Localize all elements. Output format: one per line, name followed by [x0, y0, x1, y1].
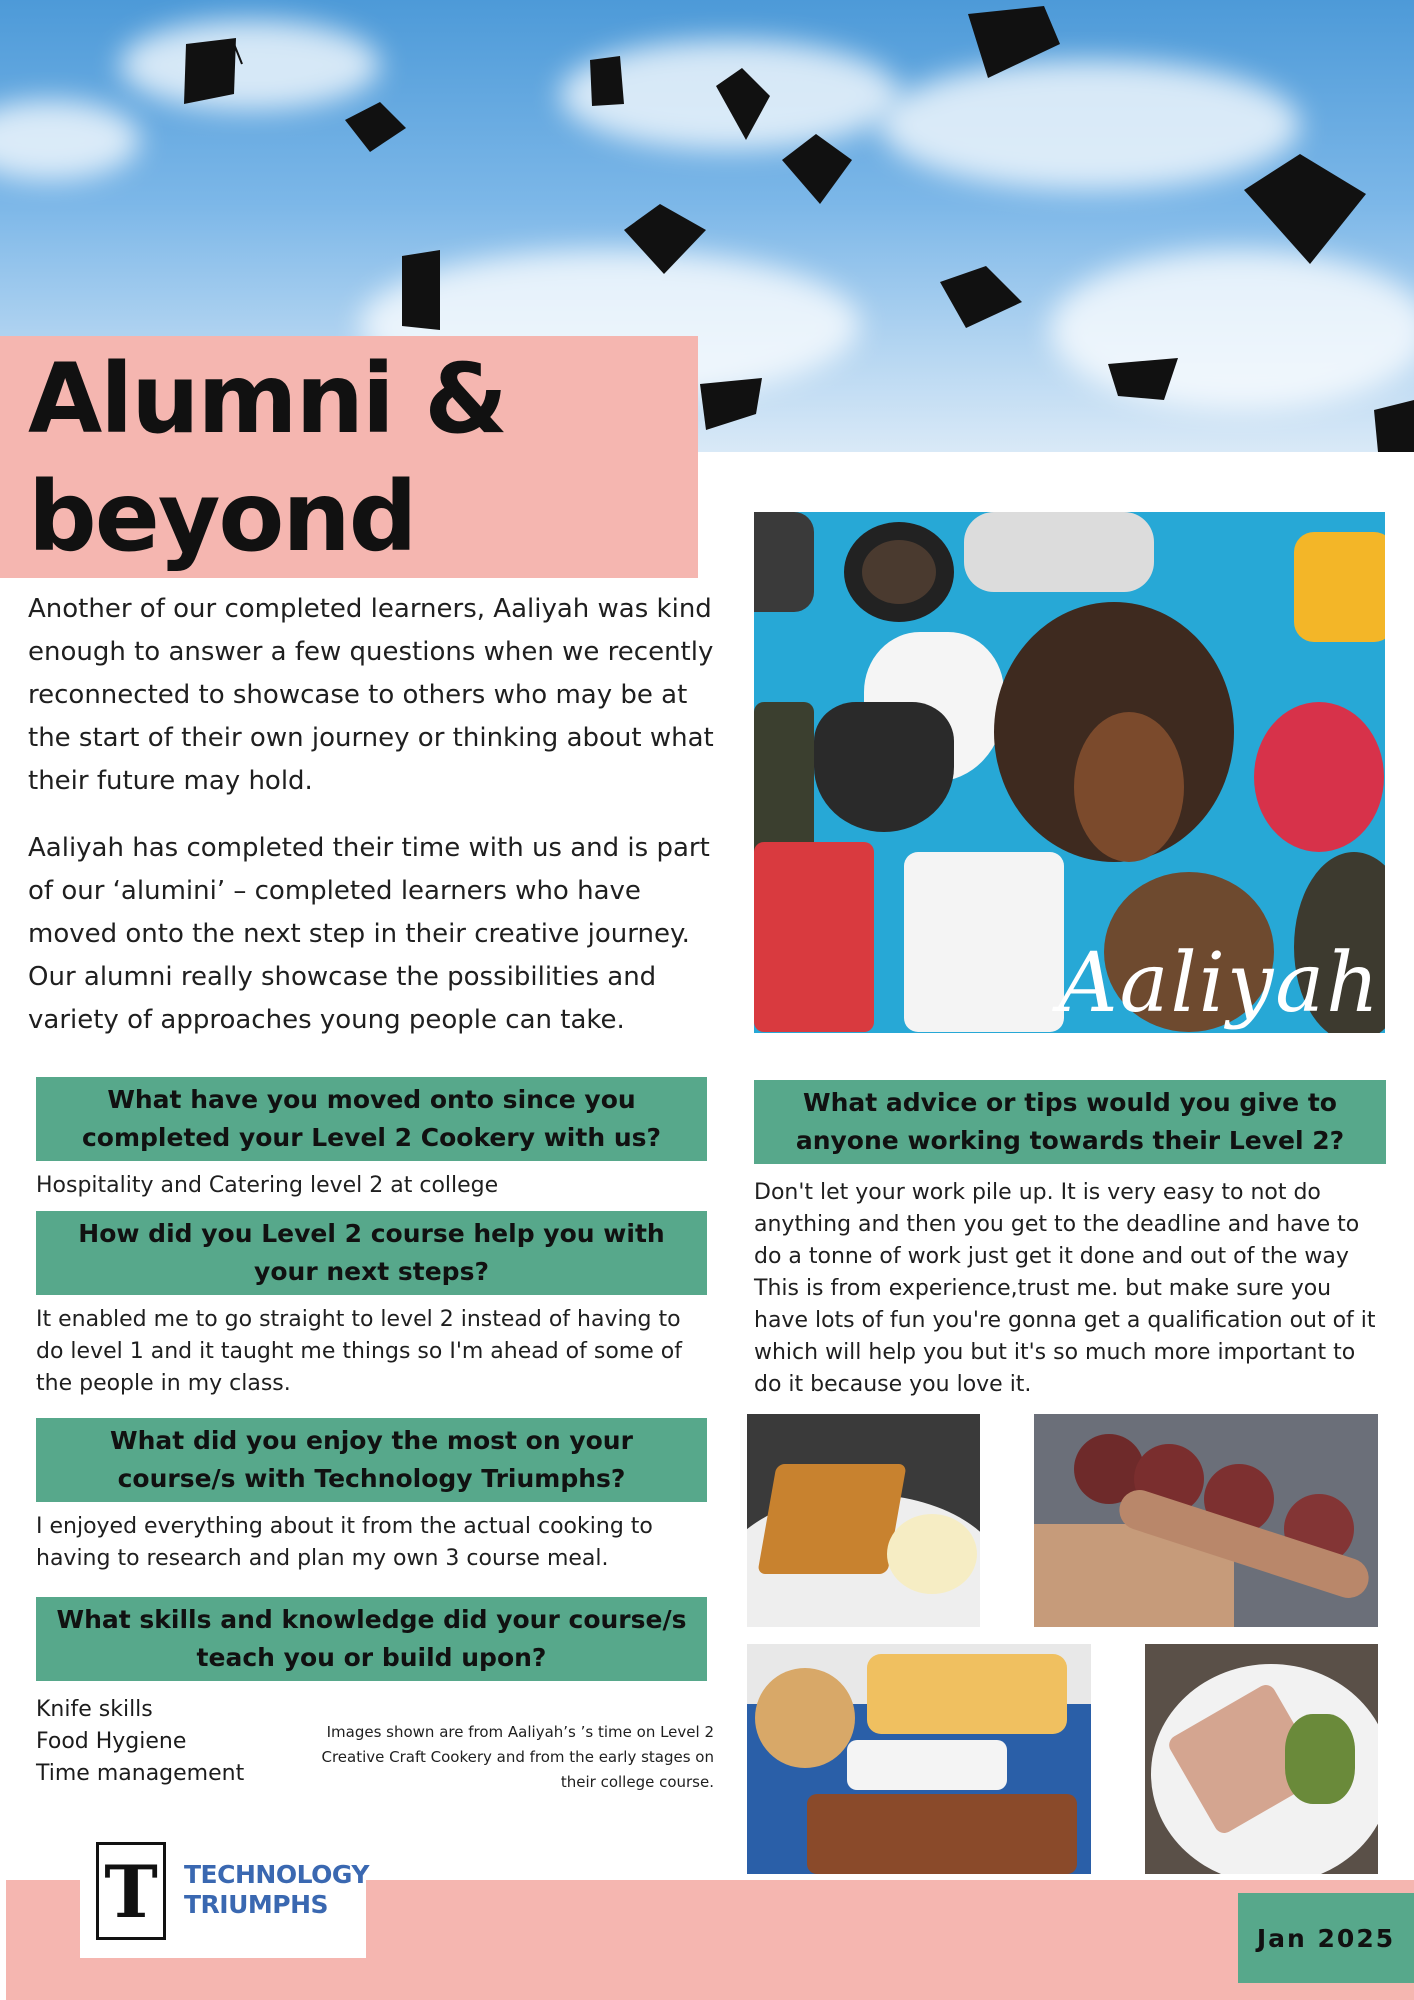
skills-list-item: Knife skills: [36, 1697, 153, 1722]
graduation-cap-icon: [936, 262, 1026, 332]
issue-date: Jan 2025: [1256, 1923, 1396, 1953]
graduation-cap-icon: [396, 246, 446, 336]
graduation-cap-icon: [620, 200, 710, 280]
skills-list-item: Food Hygiene: [36, 1729, 187, 1754]
graduation-cap-icon: [1104, 350, 1184, 410]
question-heading: [36, 1077, 707, 1161]
question-text: What have you moved onto since you completed your Level 2 Cookery with us?: [81, 1085, 662, 1152]
cookie-artwork-photo: [754, 512, 1385, 1033]
question-text: How did you Level 2 course help you with your next steps?: [78, 1219, 665, 1286]
issue-date-badge: [1238, 1893, 1414, 1983]
graduation-cap-icon: [1370, 400, 1414, 452]
skills-list: [36, 1694, 244, 1790]
intro-paragraph-1: Another of our completed learners, Aaliyah was kind enough to answer a few questions when we recently reconnected to showcase to others who may be at the start of their own journey or thinking about what their future may hold.: [28, 594, 714, 796]
skills-list-item: Time management: [36, 1761, 245, 1786]
question-text: What skills and knowledge did your course/s teach you or build upon?: [56, 1605, 687, 1672]
question-text: What did you enjoy the most on your course/s with Technology Triumphs?: [110, 1426, 633, 1493]
logo-wordmark: [184, 1860, 369, 1920]
answer-text: Hospitality and Catering level 2 at college: [36, 1173, 499, 1198]
logo-line-1: TECHNOLOGY: [184, 1860, 369, 1889]
question-heading: [36, 1597, 707, 1681]
graduation-cap-icon: [176, 34, 246, 114]
cake-pops-photo: [1034, 1414, 1378, 1627]
page-title-line1: Alumni &: [28, 343, 506, 455]
answer-text: Don't let your work pile up. It is very easy to not do anything and then you get to the deadline and have to do a tonne of work just get it done and out of the way This is from experience,trust me. but make sure you have lots of fun you're gonna get a qualification out of it which will help you but it's so much more important to do it because you love it.: [754, 1180, 1376, 1397]
baklava-photo: [747, 1414, 980, 1627]
intro-text: [28, 588, 728, 1066]
graduation-cap-icon: [776, 130, 856, 210]
question-heading: [36, 1418, 707, 1502]
answer-text: I enjoyed everything about it from the actual cooking to having to research and plan my own 3 course meal.: [36, 1514, 653, 1571]
graduation-cap-icon: [586, 52, 626, 112]
page-title: [28, 340, 668, 576]
photo-signature: Aaliyah: [1058, 936, 1381, 1031]
answer-text: It enabled me to go straight to level 2 instead of having to do level 1 and it taught me things so I'm ahead of some of the people in my class.: [36, 1307, 682, 1396]
sandwich-photo: [1145, 1644, 1378, 1874]
mezze-feast-photo: [747, 1644, 1091, 1874]
page-title-line2: beyond: [28, 461, 416, 573]
logo-line-2: TRIUMPHS: [184, 1890, 329, 1919]
image-caption: Images shown are from Aaliyah’s ’s time on Level 2 Creative Craft Cookery and from the early stages on their college course.: [321, 1723, 714, 1791]
question-text: What advice or tips would you give to anyone working towards their Level 2?: [795, 1088, 1345, 1155]
graduation-cap-icon: [696, 374, 766, 434]
graduation-cap-icon: [712, 66, 772, 146]
logo-letter: T: [96, 1842, 166, 1940]
intro-paragraph-2: Aaliyah has completed their time with us and is part of our ‘alumini’ – completed learners who have moved onto the next step in their creative journey. Our alumni really showcase the possibilities and variety of approaches young people can take.: [28, 833, 710, 1035]
technology-triumphs-logo: [80, 1832, 369, 1958]
graduation-cap-icon: [1240, 150, 1370, 270]
question-heading: [36, 1211, 707, 1295]
graduation-cap-icon: [340, 100, 410, 160]
graduation-cap-icon: [964, 4, 1064, 84]
question-heading: [754, 1080, 1386, 1164]
